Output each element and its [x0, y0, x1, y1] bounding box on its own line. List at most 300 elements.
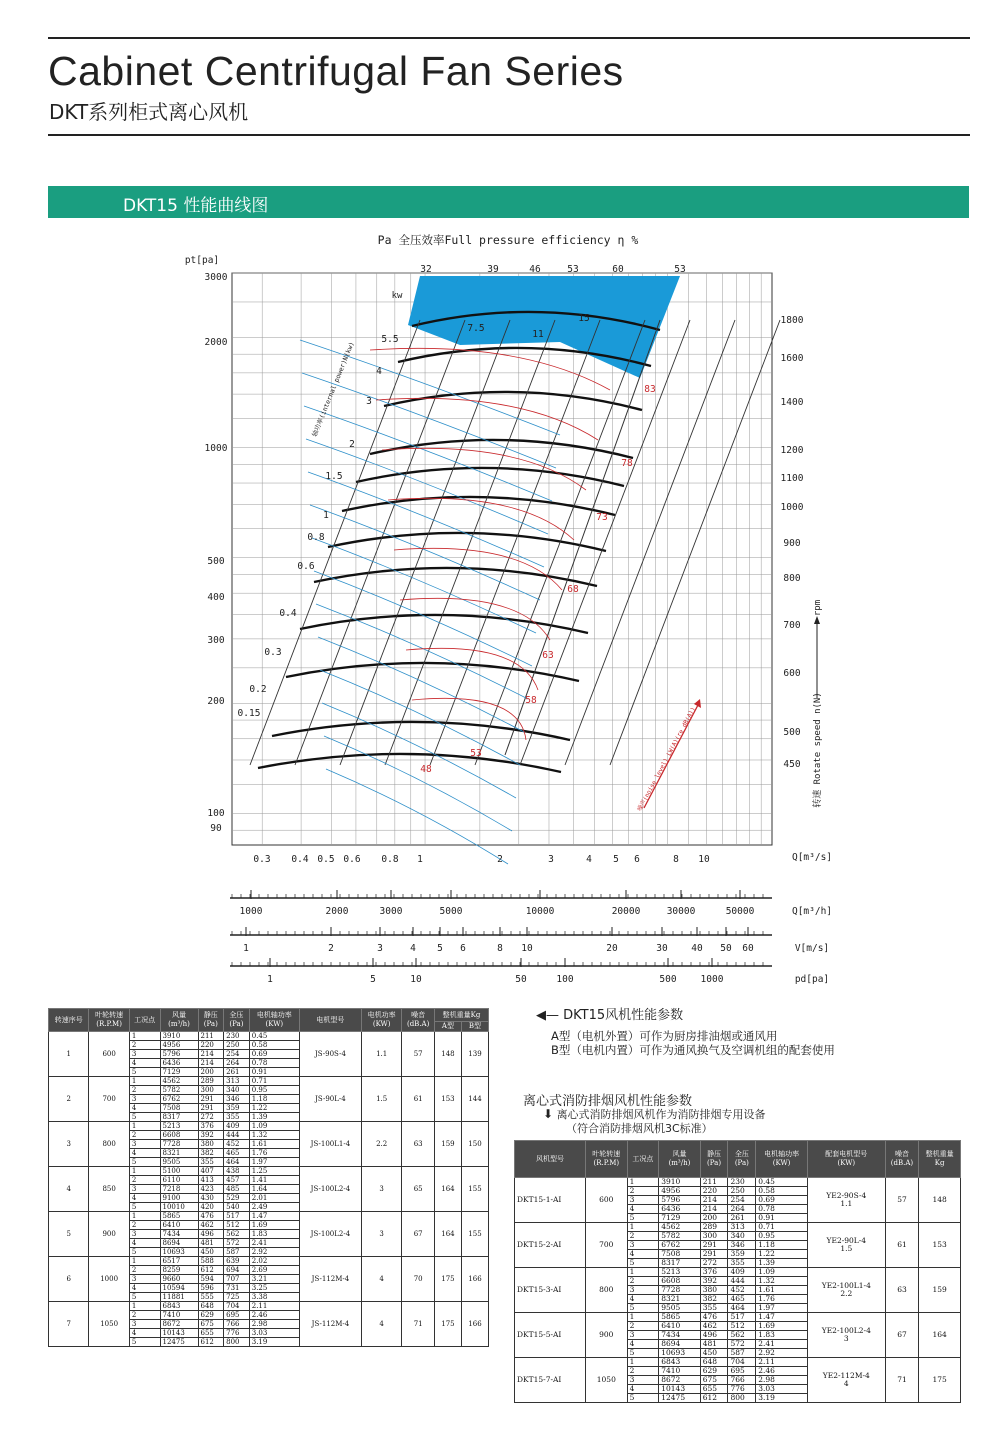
table-header: 叶轮转速 (R.P.M)	[585, 1141, 627, 1178]
table-cell: 5	[627, 1349, 659, 1358]
table-cell: 0.95	[249, 1086, 299, 1095]
table-cell: 3910	[659, 1178, 700, 1187]
table-cell: 7129	[659, 1214, 700, 1223]
table-cell: 211	[700, 1178, 728, 1187]
table-cell: 409	[728, 1268, 756, 1277]
y-tick-label: 500	[207, 556, 225, 567]
table-cell: 800	[728, 1394, 756, 1403]
table-cell: 2	[627, 1322, 659, 1331]
table-cell: 2.98	[249, 1320, 299, 1329]
table-cell: 254	[224, 1050, 250, 1059]
noise: 67	[402, 1212, 435, 1257]
table-cell: 7410	[659, 1367, 700, 1376]
table-cell: 291	[700, 1241, 728, 1250]
table-cell: 250	[728, 1187, 756, 1196]
weight-b: 166	[461, 1257, 488, 1302]
table-cell: 413	[198, 1176, 224, 1185]
chart-top-title: Pa 全压效率Full pressure efficiency η %	[377, 233, 639, 247]
v-tick-label: 4	[410, 943, 416, 954]
table-cell: 1.47	[249, 1212, 299, 1221]
table-cell: 1.32	[249, 1131, 299, 1140]
table-cell: 648	[700, 1358, 728, 1367]
table-cell: 346	[728, 1241, 756, 1250]
section-title: DKT15 性能曲线图	[123, 196, 269, 216]
table-header: 电机轴功率 (KW)	[756, 1141, 808, 1178]
table-cell: 1.83	[249, 1230, 299, 1239]
fan-model: DKT15-5-AI	[515, 1313, 586, 1358]
noise: 67	[885, 1313, 919, 1358]
rpm-tick: 450	[783, 759, 801, 770]
v-tick-label: 10	[521, 943, 533, 954]
power-label: 0.2	[249, 684, 267, 695]
rpm-axis-label: 转速 Rotate speed n(N)	[813, 692, 823, 808]
table-header: 整机重量Kg	[434, 1009, 488, 1022]
table-cell: 1.83	[756, 1331, 808, 1340]
table-cell: 355	[224, 1113, 250, 1122]
table-cell: 2.49	[249, 1203, 299, 1212]
table-cell: 3	[129, 1140, 160, 1149]
weight-a: 164	[434, 1167, 461, 1212]
table-cell: 4	[627, 1385, 659, 1394]
table-row	[49, 1032, 489, 1041]
table-cell: 695	[728, 1367, 756, 1376]
table-cell: 11881	[160, 1293, 198, 1302]
rpm: 800	[89, 1122, 129, 1167]
table-cell: 776	[224, 1329, 250, 1338]
table-cell: 3.03	[249, 1329, 299, 1338]
table-cell: 1.61	[756, 1286, 808, 1295]
table-cell: 5865	[659, 1313, 700, 1322]
v-tick-label: 1	[243, 943, 249, 954]
motor-model: YE2-112M-4	[822, 1371, 870, 1380]
page-title: Cabinet Centrifugal Fan Series	[48, 48, 624, 94]
rpm-tick: 500	[783, 727, 801, 738]
table-cell: 2	[129, 1266, 160, 1275]
table-cell: 359	[224, 1104, 250, 1113]
table-cell: 8672	[659, 1376, 700, 1385]
table-cell: 0.58	[756, 1187, 808, 1196]
rpm-tick: 1400	[780, 397, 804, 408]
table-cell: 1.22	[249, 1104, 299, 1113]
table-header: 风量 (m³/h)	[160, 1009, 198, 1032]
weight-b: 166	[461, 1302, 488, 1347]
table-header: 全压 (Pa)	[728, 1141, 756, 1178]
table-cell: 766	[224, 1320, 250, 1329]
rpm-tick: 1000	[780, 502, 804, 513]
table-cell: 629	[700, 1367, 728, 1376]
table-cell: 1	[129, 1167, 160, 1176]
table-cell: 5782	[160, 1086, 198, 1095]
table-cell: 438	[224, 1167, 250, 1176]
motor-model: YE2-90L-4	[826, 1236, 867, 1245]
motor-model: JS-100L1-4	[299, 1122, 361, 1167]
table-cell: 7508	[160, 1104, 198, 1113]
table-cell: 4	[627, 1295, 659, 1304]
table-cell: 6843	[659, 1358, 700, 1367]
v-tick-label: 60	[742, 943, 754, 954]
table-cell: 2.46	[249, 1311, 299, 1320]
weight: 153	[919, 1223, 961, 1268]
table-cell: 1.18	[756, 1241, 808, 1250]
table-cell: 409	[224, 1122, 250, 1131]
power-label: 5.5	[381, 334, 399, 345]
table-cell: 1	[129, 1122, 160, 1131]
table-cell: 4	[627, 1340, 659, 1349]
speed-no: 6	[49, 1257, 89, 1302]
table-cell: 4	[129, 1149, 160, 1158]
q-s-tick: 8	[673, 854, 679, 865]
rpm: 700	[585, 1223, 627, 1268]
motor-model: JS-100L2-4	[299, 1212, 361, 1257]
power-label: 0.4	[279, 608, 297, 619]
table-cell: 1	[627, 1268, 659, 1277]
speed-no: 7	[49, 1302, 89, 1347]
table-header: 叶轮转速 (R.P.M)	[89, 1009, 129, 1032]
table-cell: 1.39	[249, 1113, 299, 1122]
table-cell: 496	[198, 1230, 224, 1239]
table-cell: 9505	[659, 1304, 700, 1313]
table-cell: 10143	[160, 1329, 198, 1338]
table-cell: 2	[627, 1232, 659, 1241]
table-cell: 1.25	[249, 1167, 299, 1176]
internal-power-label: 轴功率(internal power)N(kw)	[310, 340, 356, 438]
table-cell: 462	[700, 1322, 728, 1331]
table-header-row	[49, 1009, 489, 1022]
params-title-row	[536, 1004, 683, 1023]
motor-kw: 3	[843, 1334, 849, 1343]
table-cell: 694	[224, 1266, 250, 1275]
table-cell: 675	[700, 1376, 728, 1385]
table-cell: 6762	[659, 1241, 700, 1250]
table-cell: 587	[224, 1248, 250, 1257]
table-cell: 4	[129, 1194, 160, 1203]
q-h-tick-label: 20000	[611, 906, 641, 917]
noise-label: 48	[420, 764, 432, 775]
table-header-row	[515, 1141, 961, 1178]
table-cell: 0.91	[756, 1214, 808, 1223]
table-cell: 2.92	[756, 1349, 808, 1358]
table-cell: 200	[700, 1214, 728, 1223]
table-cell: 2.01	[249, 1194, 299, 1203]
table-cell: 355	[728, 1259, 756, 1268]
table-cell: 655	[700, 1385, 728, 1394]
table-cell: 5	[627, 1214, 659, 1223]
table-cell: 7728	[659, 1286, 700, 1295]
table-cell: 555	[198, 1293, 224, 1302]
table-cell: 7218	[160, 1185, 198, 1194]
table-cell: 2.02	[249, 1257, 299, 1266]
table-cell: 3.25	[249, 1284, 299, 1293]
table-cell: 1.47	[756, 1313, 808, 1322]
pd-tick-label: 1000	[700, 974, 724, 985]
fan-model: DKT15-2-AI	[515, 1223, 586, 1268]
smoke-line2: （符合消防排烟风机3C标准）	[566, 1122, 713, 1135]
motor-kw: 4	[361, 1257, 401, 1302]
table-cell: 452	[224, 1140, 250, 1149]
noise-label: 78	[621, 458, 633, 469]
table-cell: 766	[728, 1376, 756, 1385]
noise-line	[376, 398, 598, 440]
weight-a: 148	[434, 1032, 461, 1077]
q-h-tick-label: 10000	[525, 906, 555, 917]
v-tick-label: 6	[460, 943, 466, 954]
table-cell: 2	[129, 1176, 160, 1185]
table-cell: 2	[129, 1131, 160, 1140]
table-cell: 465	[728, 1295, 756, 1304]
table-cell: 289	[700, 1223, 728, 1232]
table-cell: 517	[224, 1212, 250, 1221]
table-cell: 10594	[160, 1284, 198, 1293]
rpm: 1050	[585, 1358, 627, 1403]
table-cell: 7508	[659, 1250, 700, 1259]
motor-kw: 3	[361, 1212, 401, 1257]
noise: 70	[402, 1257, 435, 1302]
table-cell: 4	[129, 1329, 160, 1338]
table-cell: 2	[627, 1187, 659, 1196]
power-label: 1	[323, 510, 329, 521]
table-cell: 264	[224, 1059, 250, 1068]
table-header: 整机重量 Kg	[919, 1141, 961, 1178]
power-label: 11	[532, 329, 544, 340]
table-cell: 300	[700, 1232, 728, 1241]
table-cell: 3	[129, 1050, 160, 1059]
q-s-tick: 0.8	[381, 854, 399, 865]
table-cell: 5782	[659, 1232, 700, 1241]
table-cell: 214	[198, 1059, 224, 1068]
power-line	[304, 406, 552, 501]
weight-a: 159	[434, 1122, 461, 1167]
noise: 57	[885, 1178, 919, 1223]
weight-b: 155	[461, 1167, 488, 1212]
table-cell: 725	[224, 1293, 250, 1302]
table-cell: 9100	[160, 1194, 198, 1203]
q-s-tick: 1	[417, 854, 423, 865]
y-tick-label: 200	[207, 696, 225, 707]
table-cell: 4	[129, 1104, 160, 1113]
table-cell: 1.22	[756, 1250, 808, 1259]
rpm-tick: 900	[783, 538, 801, 549]
table-header: 工况点	[129, 1009, 160, 1032]
table-cell: 5	[129, 1158, 160, 1167]
table-cell: 4	[129, 1059, 160, 1068]
page-subtitle: DKT系列柜式离心风机	[49, 100, 249, 124]
params-line2: B型（电机内置）可作为通风换气及空调机组的配套使用	[551, 1043, 835, 1057]
table-cell: 230	[728, 1178, 756, 1187]
q-s-tick: 0.5	[317, 854, 335, 865]
motor-model: YE2-100L1-4	[821, 1281, 871, 1290]
table-cell: 4956	[659, 1187, 700, 1196]
speed-curve	[300, 615, 588, 633]
power-label: 2	[349, 439, 355, 450]
q-s-tick: 0.6	[343, 854, 361, 865]
slant-line	[610, 320, 780, 765]
rpm-tick: 600	[783, 668, 801, 679]
table-cell: 313	[224, 1077, 250, 1086]
table-cell: 313	[728, 1223, 756, 1232]
power-label: 4	[376, 366, 382, 377]
table-cell: 629	[198, 1311, 224, 1320]
motor-model: YE2-100L2-4	[821, 1326, 871, 1335]
table-cell: 4	[129, 1284, 160, 1293]
power-label: 0.6	[297, 561, 315, 572]
table-cell: 214	[198, 1050, 224, 1059]
rpm-tick: 1600	[780, 353, 804, 364]
weight: 148	[919, 1178, 961, 1223]
speed-curve	[328, 533, 606, 551]
table-cell: 8694	[659, 1340, 700, 1349]
table-cell: 407	[198, 1167, 224, 1176]
motor-cell	[807, 1313, 885, 1358]
table-cell: 220	[700, 1187, 728, 1196]
table-cell: 450	[700, 1349, 728, 1358]
weight-a: 164	[434, 1212, 461, 1257]
power-label: 0.15	[237, 708, 261, 719]
efficiency-tick: 46	[529, 264, 541, 275]
table-cell: 7728	[160, 1140, 198, 1149]
table-subheader: A型	[434, 1022, 461, 1032]
table-cell: 10143	[659, 1385, 700, 1394]
noise-axis-label: 噪声(noise level) LW(A)(re dB(A))	[636, 706, 698, 813]
table-cell: 0.69	[756, 1196, 808, 1205]
table-header: 转速序号	[49, 1009, 89, 1032]
table-cell: 340	[728, 1232, 756, 1241]
table-cell: 2	[627, 1367, 659, 1376]
fan-model: DKT15-1-AI	[515, 1178, 586, 1223]
table-cell: 376	[700, 1268, 728, 1277]
y-tick-label: 2000	[204, 337, 228, 348]
table-cell: 261	[728, 1214, 756, 1223]
speed-no: 5	[49, 1212, 89, 1257]
v-unit: V[m/s]	[794, 943, 830, 954]
table-cell: 562	[224, 1230, 250, 1239]
table-header: 噪音 (dB.A)	[402, 1009, 435, 1032]
table-cell: 12475	[659, 1394, 700, 1403]
table-cell: 695	[224, 1311, 250, 1320]
table-cell: 517	[728, 1313, 756, 1322]
table-cell: 704	[224, 1302, 250, 1311]
rpm-arrow-head	[814, 616, 820, 624]
rpm: 600	[89, 1032, 129, 1077]
table-cell: 1.69	[756, 1322, 808, 1331]
table-cell: 596	[198, 1284, 224, 1293]
noise-label: 83	[644, 384, 656, 395]
table-cell: 8694	[160, 1239, 198, 1248]
v-tick-label: 8	[497, 943, 503, 954]
table-cell: 5	[129, 1293, 160, 1302]
noise: 61	[885, 1223, 919, 1268]
arrow-down-icon: ⬇	[543, 1107, 554, 1121]
table-cell: 355	[700, 1304, 728, 1313]
table-cell: 2.98	[756, 1376, 808, 1385]
v-tick-label: 5	[437, 943, 443, 954]
smoke-fan-table	[514, 1140, 961, 1403]
q-h-tick-label: 50000	[725, 906, 755, 917]
noise-label: 63	[542, 650, 554, 661]
noise: 65	[402, 1167, 435, 1212]
table-cell: 540	[224, 1203, 250, 1212]
rpm: 700	[89, 1077, 129, 1122]
efficiency-tick: 39	[487, 264, 499, 275]
table-cell: 420	[198, 1203, 224, 1212]
rpm: 1050	[89, 1302, 129, 1347]
motor-cell	[807, 1358, 885, 1403]
table-cell: 220	[198, 1041, 224, 1050]
table-header: 静压 (Pa)	[700, 1141, 728, 1178]
power-line	[322, 703, 516, 798]
table-cell: 512	[224, 1221, 250, 1230]
rpm-tick: 1800	[780, 315, 804, 326]
q-s-tick: 0.3	[253, 854, 271, 865]
table-cell: 289	[198, 1077, 224, 1086]
power-label: 0.8	[307, 532, 325, 543]
params-title: DKT15风机性能参数	[563, 1008, 684, 1023]
weight: 164	[919, 1313, 961, 1358]
noise-label: 58	[525, 695, 537, 706]
rpm-tick: 700	[783, 620, 801, 631]
table-cell: 2	[129, 1311, 160, 1320]
table-cell: 3	[627, 1286, 659, 1295]
table-cell: 300	[198, 1086, 224, 1095]
table-cell: 5	[627, 1394, 659, 1403]
table-cell: 3.21	[249, 1275, 299, 1284]
table-row	[49, 1212, 489, 1221]
table-cell: 1.09	[249, 1122, 299, 1131]
noise-line	[382, 448, 586, 490]
table-cell: 8321	[659, 1295, 700, 1304]
table-cell: 3	[129, 1095, 160, 1104]
pd-unit: pd[pa]	[794, 974, 830, 985]
q-s-tick: 4	[586, 854, 592, 865]
table-cell: 1	[129, 1077, 160, 1086]
table-cell: 0.58	[249, 1041, 299, 1050]
motor-model: JS-112M-4	[299, 1257, 361, 1302]
table-row	[49, 1302, 489, 1311]
speed-no: 3	[49, 1122, 89, 1167]
table-cell: 3.19	[756, 1394, 808, 1403]
power-line	[324, 736, 512, 831]
table-cell: 291	[198, 1104, 224, 1113]
q-h-tick-label: 2000	[325, 906, 349, 917]
table-cell: 800	[224, 1338, 250, 1347]
table-cell: 6762	[160, 1095, 198, 1104]
rpm: 800	[585, 1268, 627, 1313]
table-cell: 2.46	[756, 1367, 808, 1376]
table-cell: 6410	[160, 1221, 198, 1230]
table-cell: 291	[198, 1095, 224, 1104]
y-tick-label: 1000	[204, 443, 228, 454]
power-label: 0.3	[264, 647, 282, 658]
motor-cell	[807, 1178, 885, 1223]
table-cell: 1	[129, 1302, 160, 1311]
table-cell: 272	[700, 1259, 728, 1268]
table-cell: 9505	[160, 1158, 198, 1167]
weight: 175	[919, 1358, 961, 1403]
table-header: 电机轴功率 (KW)	[249, 1009, 299, 1032]
table-cell: 6608	[659, 1277, 700, 1286]
table-cell: 485	[224, 1185, 250, 1194]
table-cell: 5	[129, 1338, 160, 1347]
table-cell: 346	[224, 1095, 250, 1104]
q-s-unit: Q[m³/s]	[791, 852, 833, 863]
table-cell: 4956	[160, 1041, 198, 1050]
v-tick-label: 20	[606, 943, 618, 954]
noise-label: 53	[470, 748, 482, 759]
table-header: 噪音 (dB.A)	[885, 1141, 919, 1178]
table-cell: 392	[198, 1131, 224, 1140]
table-cell: 562	[728, 1331, 756, 1340]
table-cell: 3	[627, 1196, 659, 1205]
v-tick-label: 30	[656, 943, 668, 954]
